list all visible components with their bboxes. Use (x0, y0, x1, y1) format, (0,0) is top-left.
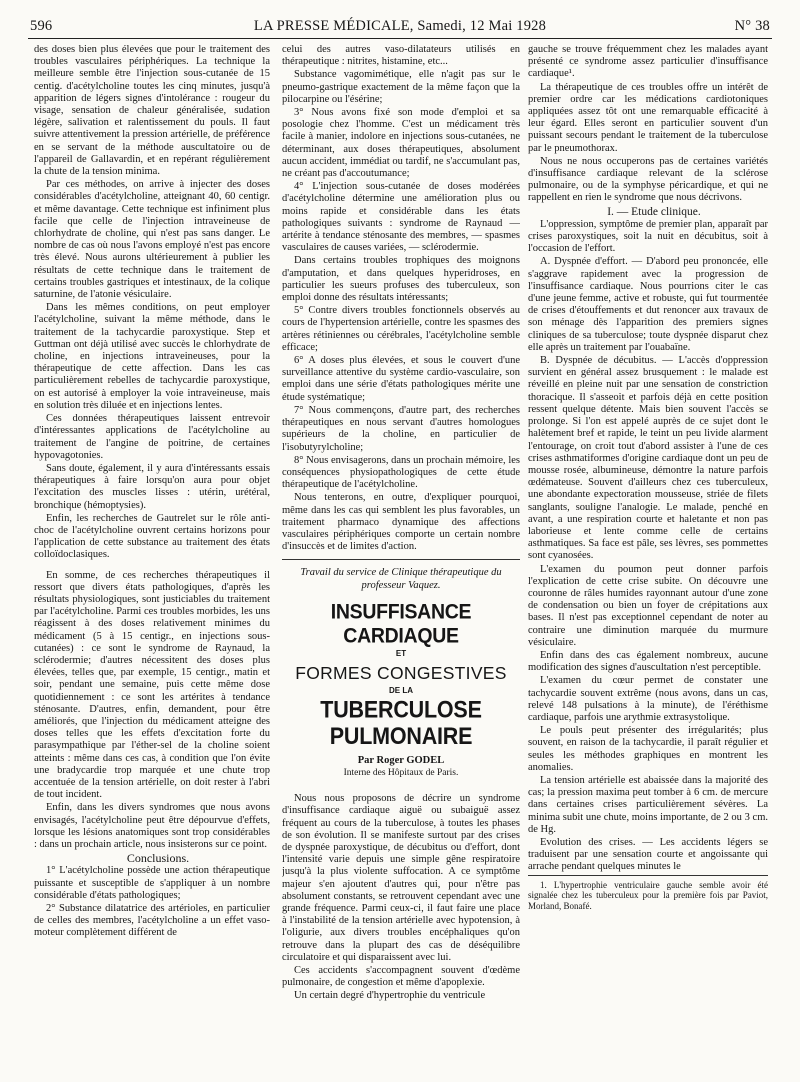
article-affiliation: Interne des Hôpitaux de Paris. (343, 767, 459, 778)
journal-title: LA PRESSE MÉDICALE, Samedi, 12 Mai 1928 (253, 18, 547, 34)
paragraph: Enfin, dans les divers syndromes que nous avons envisagés, l'acétylcholine peut être dépourvue d'effets, lorsque les lésions anatomiques sont trop considérables : dans un prochain article, nous insisterons sur ce point. (34, 802, 270, 850)
article-title-line-1: INSUFFISANCE CARDIAQUE (330, 600, 472, 649)
article-divider (282, 559, 520, 560)
article-title-connector: DE LA (389, 685, 413, 695)
paragraph: Nous ne nous occuperons pas de certaines variétés d'insuffisance cardiaque relevant de la sclérose pulmonaire, ou de la symphyse péricardique, et qui ne rappellent en rien le syndrome que nous décrivons. (528, 155, 768, 204)
article-author: Par Roger GODEL (357, 754, 445, 766)
paragraph: 4° L'injection sous-cutanée de doses modérées d'acétylcholine détermine une amélioration plus ou moins rapide et considérable dans les états pathologiques suivants : syndrome de Raynaud — artérite à tendance sténosante des membres, — spasmes vasculaires de causes variées, — sclérodermie. (282, 181, 520, 254)
paragraph: L'examen du cœur permet de constater une tachycardie souvent extrême (nous avons, dans un cas, relevé 148 pulsations à la minute), de l'éréthisme cardiaque, parfois une arythmie extrasystolique. (528, 675, 768, 723)
paragraph: Evolution des crises. — Les accidents légers se traduisent par une sensation courte et angoissante qui arrache pendant quelques minutes le (528, 837, 768, 873)
article-service-note: Travail du service de Clinique thérapeutique du professeur Vaquez. (300, 567, 502, 592)
paragraph: L'examen du poumon peut donner parfois l'explication de cette crise subite. On découvre une couronne de râles humides rayonnant autour d'une zone de condensation ou bien un foyer de crépitations aux bases. Il n'est pas exceptionnel cependant de noter au contraire une diminution marquée du murmure vésiculaire. (528, 563, 768, 648)
page-number: 596 (30, 18, 53, 34)
article-title-line-3: TUBERCULOSE PULMONAIRE (320, 696, 482, 750)
section-heading-clinical: I. — Etude clinique. (607, 205, 701, 218)
paragraph: 8° Nous envisagerons, dans un prochain mémoire, les conséquences physiopathologiques de cette étude thérapeutique de l'acétylcholine. (282, 454, 520, 491)
paragraph: La thérapeutique de ces troubles offre un intérêt de premier ordre car les médications cardiotoniques appliquées assez tôt ont une remarquable efficacité à leur égard. Elles seront en particulier souvent d'un puissant secours pendant le traitement de la tuberculose par le pneumothorax. (528, 81, 768, 154)
article-heading (282, 566, 520, 779)
paragraph: Nous nous proposons de décrire un syndrome d'insuffisance cardiaque aiguë ou subaiguë assez fréquent au cours de la tuberculose, à toutes les phases de son évolution. Il se manifeste surtout par des crises de dyspnée paroxystique, de décubitus ou d'effort, dont l'intensité varie depuis une simple gêne respiratoire jusqu'à la plus violente suffocation. A ce symptôme majeur s'en ajoutent d'autres qui, pour n'être pas absolument constants, se retrouvent cependant avec une grande fréquence. Parmi ceux-ci, il faut faire une place à l'instabilité de la tension artérielle avec hypotension, à l'oligurie, aux divers troubles encéphaliques qu'on retrouve dans la plupart des cas de déséquilibre circulatoire et qui disparaissent avec lui. (282, 793, 520, 963)
paragraph: Ces accidents s'accompagnent souvent d'œdème pulmonaire, de congestion et même d'apoplexie. (282, 964, 520, 989)
article-title-line-2: FORMES CONGESTIVES (295, 662, 507, 683)
column-left (34, 44, 270, 1074)
article-title-connector: ET (395, 649, 407, 659)
paragraph: B. Dyspnée de décubitus. — L'accès d'oppression survient en général assez brusquement : le malade est réveillé en pleine nuit par une sensation de constriction thoracique. Il s'asseoit et parfois déjà en cette position ressent quelque détente. Mais bien souvent l'accès se prolonge. Si l'on est appelé auprès de ce sujet dont le halètement bref et rapide, le teint un peu livide alarment l'entourage, on croit tout d'abord assister à l'une de ces crises asthmatiformes d'origine cardiaque dont un peu de mousse rosée, albumineuse, démontre la nature parfois œdémateuse. Souvent d'ailleurs chez ces tuberculeux, une abondante expectoration mousseuse, striée de filets sanglants, souligne l'analogie. Le malade, penché en avant, a une respiration courte et haletante et non pas laborieuse et lente comme celle de certains asthmatiques. Sa face est pâle, ses lèvres, ses pommettes sont cyanosées. (528, 355, 768, 562)
paragraph: Enfin, les recherches de Gautrelet sur le rôle anti-choc de l'acétylcholine ouvrent certains horizons pour l'application de cette substance au traitement des états colloïdoclasiques. (34, 512, 270, 561)
paragraph: Un certain degré d'hypertrophie du ventricule (294, 990, 486, 1002)
issue-number: N° 38 (734, 18, 770, 34)
paragraph: A. Dyspnée d'effort. — D'abord peu prononcée, elle s'aggrave rapidement avec la progression de l'insuffisance cardiaque. Nous pourrions citer le cas d'une jeune femme, active et robuste, qui fut tourmentée de crises d'étouffements et dut renoncer aux travaux de son ménage dès l'apparition des premiers signes cliniques de sa tuberculose; toute dyspnée disparut chez elle après un traitement par l'ouabaïne. (528, 256, 768, 353)
paragraph: La tension artérielle est abaissée dans la majorité des cas; la pression maxima peut tomber à 6 cm. de mercure dans certaines crises particulièrement sévères. La minima subit une chute, moins importante, de 2 ou 3 cm. de Hg. (528, 774, 768, 835)
paragraph: des doses bien plus élevées que pour le traitement des troubles vasculaires périphériques. La technique la meilleure semble être l'injection sous-cutanée de 15 centig. d'acétylcholine toutes les cinq minutes, jusqu'à apparition de légers signes d'intolérance : rougeur du visage, sensation de chaleur généralisée, sudation légère, salivation et ralentissement du pouls. Il faut suivre attentivement la pression artérielle, de préférence en se servant de la méthode auscultatoire ou de l'appareil de Gallavardin, et en repérant régulièrement la chute de la tension minima. (34, 44, 270, 178)
paragraph: Dans les mêmes conditions, on peut employer l'acétylcholine, suivant la même méthode, dans le traitement de la tachycardie paroxystique. Step et Guttman ont déjà utilisé avec succès le chlorhydrate de choline, en injections intraveineuses, pour la thérapeutique de cette affection. Dans les cas particulièrement rebelles de tachycardie paroxystique, on est autorisé à employer la voie intraveineuse, mais en solution très diluée et en injections lentes. (34, 302, 270, 411)
paragraph: Substance vagomimétique, elle n'agit pas sur le pneumo-gastrique exactement de la même façon que la pilocarpine ou l'ésérine; (282, 69, 520, 105)
paragraph: 2° Substance dilatatrice des artérioles, en particulier de celles des membres, l'acétylcholine a un effet vaso-moteur complètement différent de (34, 903, 270, 939)
column-middle (282, 44, 520, 1074)
page-header (28, 14, 772, 39)
footnote: 1. L'hypertrophie ventriculaire gauche semble avoir été signalée chez les tuberculeux pour la première fois par Paviot, Morland, Bonafé. (528, 875, 768, 912)
paragraph: En somme, de ces recherches thérapeutiques il ressort que divers états pathologiques, d'après les résultats physiologiques, sont justiciables du traitement par l'acétylcholine. Parmi ces troubles morbides, les uns réagissent à des doses relativement minimes du médicament (5 à 15 centigr., en injections sous-cutanées) : ce sont le syndrome de Raynaud, la sclérodermie; d'autres nécessitent des doses plus élevées, telles que, par exemple, 15 centigr., matin et soir, pendant une semaine, puis cette même dose quotidiennement : ce sont les artérites à tendance sténosante. D'autres, enfin, demandent, pour être améliorés, que l'injection du médicament atteigne des doses telles que les effets d'excitation forte du parasympathique par l'éther-sel de la choline soient atteints : même dans ces cas, à condition que l'on évite une bradycardie trop marquée et une chute trop accentuée de la tension artérielle, on doit rester à l'abri de tout incident. (34, 569, 270, 801)
paragraph: Ces données thérapeutiques laissent entrevoir d'intéressantes applications de l'acétylcholine au traitement de l'angine de poitrine, de certaines hypovagotonies. (34, 413, 270, 461)
paragraph: Le pouls peut présenter des irrégularités; plus souvent, en raison de la tachycardie, il paraît régulier et seules les méthodes graphiques en montrent les anomalies. (528, 725, 768, 773)
paragraph: gauche se trouve fréquemment chez les malades ayant présenté ce syndrome assez particulier d'insuffisance cardiaque¹. (528, 44, 768, 80)
paragraph: 3° Nous avons fixé son mode d'emploi et sa posologie chez l'homme. C'est un médicament très facile à manier, indolore en injections sous-cutanées, ne déterminant, aux doses thérapeutiques, absolument aucun accident, immédiat ou tardif, ne s'accumulant pas, ne créant pas d'accoutumance; (282, 107, 520, 180)
paragraph: celui des autres vaso-dilatateurs utilisés en thérapeutique : nitrites, histamine, etc... (282, 44, 520, 68)
paragraph: 7° Nous commençons, d'autre part, des recherches thérapeutiques en nous servant d'autres homologues supérieurs de la choline, en particulier de l'isobutyrylcholine; (282, 404, 520, 453)
paragraph: Par ces méthodes, on arrive à injecter des doses considérables d'acétylcholine, atteignant 40, 60 centigr. et même davantage. Cette technique est infiniment plus facile que celle de l'injection intraveineuse de chlorhydrate de choline, qui n'est pas sans danger. Le nombre de cas où nous l'avons employé n'est pas encore très élevé. Nous aurons ultérieurement à publier les résultats de cette technique dans le traitement de certains troubles gastriques et intestinaux, de la colique saturnine, de l'atonie vésiculaire. (34, 179, 270, 301)
paragraph: Nous tenterons, en outre, d'expliquer pourquoi, même dans les cas qui semblent les plus favorables, un traitement pharmaco dynamique des affections vasculaires périphériques comporte un certain nombre d'insuccès et de limites d'action. (282, 492, 520, 553)
paragraph: 5° Contre divers troubles fonctionnels observés au cours de l'hypertension artérielle, contre les spasmes des artères rétiniennes ou cérébrales, l'acétylcholine semble efficace; (282, 305, 520, 353)
paragraph: 1° L'acétylcholine possède une action thérapeutique puissante et susceptible de s'appliquer à un nombre considérable d'états pathologiques; (34, 865, 270, 901)
column-right (528, 44, 768, 1074)
paragraph: L'oppression, symptôme de premier plan, apparaît par crises paroxystiques, soit la nuit en décubitus, soit à l'occasion de l'effort. (528, 218, 768, 255)
paragraph: 6° A doses plus élevées, et sous le couvert d'une surveillance attentive du système cardio-vasculaire, son emploi dans une série d'états pathologiques mérite une étude systématique; (282, 355, 520, 403)
paragraph: Dans certains troubles trophiques des moignons d'amputation, et dans quelques hyperidroses, en particulier les sueurs profuses des tuberculeux, son emploi donne des résultats intéressants; (282, 255, 520, 304)
section-heading-conclusions: Conclusions. (126, 851, 190, 866)
paragraph: Enfin dans des cas également nombreux, aucune modification des signes d'auscultation n'est perceptible. (528, 649, 768, 674)
paragraph: Sans doute, également, il y aura d'intéressants essais thérapeutiques à faire lorsqu'on aura pour objet l'excitation des muscles lisses : utérin, urétéral, bronchique (hémoptysies). (34, 462, 270, 511)
